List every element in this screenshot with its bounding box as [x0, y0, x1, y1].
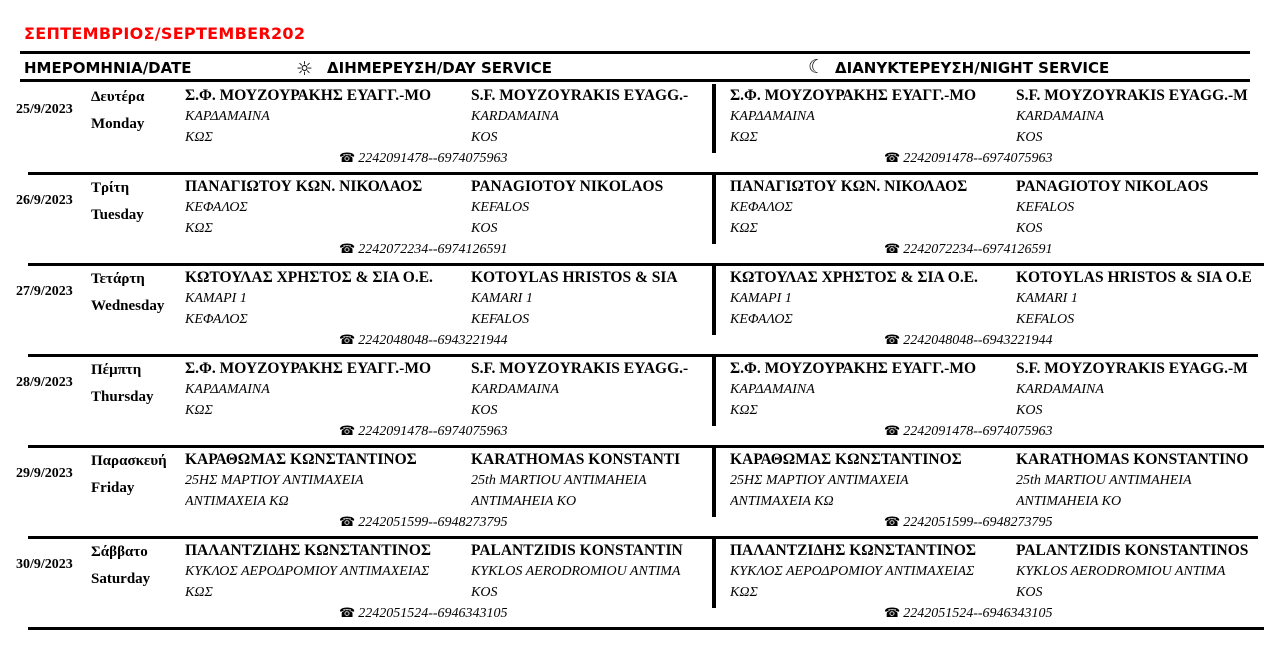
night-pharmacy-name-greek: ΚΩΤΟΥΛΑΣ ΧΡΗΣΤΟΣ & ΣΙΑ Ο.Ε.: [730, 269, 978, 286]
day-pharmacy-name-english: KOTOYLAS HRISTOS & SIA: [471, 269, 678, 286]
night-address-line1-english: KARDAMAINA: [1016, 109, 1104, 124]
night-address-line2-greek: ΑΝΤΙΜΑΧΕΙΑ ΚΩ: [730, 494, 834, 509]
night-pharmacy-name-greek: Σ.Φ. ΜΟΥΖΟΥΡΑΚΗΣ ΕΥΑΓΓ.-ΜΟ: [730, 360, 977, 377]
night-pharmacy-name-english: S.F. MOYZOYRAKIS EYAGG.-M: [1016, 87, 1248, 104]
telephone-icon: ☎: [884, 424, 901, 439]
day-address-line1-english: 25th MARTIOU ANTIMAHEIA: [471, 473, 647, 488]
night-phone-number: 2242091478--6974075963: [903, 151, 1053, 166]
night-pharmacy-name-greek: ΠΑΝΑΓΙΩΤΟΥ ΚΩΝ. ΝΙΚΟΛΑΟΣ: [730, 178, 968, 195]
night-address-line1-greek: ΚΑΜΑΡΙ 1: [730, 291, 792, 306]
telephone-icon: ☎: [339, 242, 356, 257]
day-address-line2-greek: ΚΩΣ: [185, 585, 213, 600]
service-divider: [712, 266, 716, 335]
day-address-line1-greek: ΚΕΦΑΛΟΣ: [185, 200, 248, 215]
day-address-line2-greek: ΚΩΣ: [185, 221, 213, 236]
night-pharmacy-name-english: PANAGIOTOY NIKOLAOS: [1016, 178, 1209, 195]
night-address-line1-greek: 25ΗΣ ΜΑΡΤΙΟΥ ΑΝΤΙΜΑΧΕΙΑ: [730, 473, 909, 488]
day-address-line1-english: KARDAMAINA: [471, 382, 559, 397]
service-divider: [712, 448, 716, 517]
row-date: 25/9/2023: [16, 102, 73, 117]
moon-icon: ☾: [808, 56, 826, 78]
day-address-line2-english: ANTIMAHEIA KO: [471, 494, 577, 509]
service-divider: [712, 175, 716, 244]
night-phone-line: [884, 333, 1053, 349]
night-address-line1-english: KEFALOS: [1016, 200, 1075, 215]
day-phone-line: [339, 606, 508, 622]
day-address-line1-english: KEFALOS: [471, 200, 530, 215]
day-service-header: ΔΙΗΜΕΡΕΥΣΗ/DAY SERVICE: [327, 59, 553, 77]
row-day-english: Thursday: [91, 389, 154, 405]
header-bottom-rule: [20, 79, 1250, 82]
day-phone-line: [339, 151, 508, 167]
night-address-line2-english: KOS: [1016, 130, 1043, 145]
night-address-line1-english: KAMARI 1: [1016, 291, 1078, 306]
day-pharmacy-name-english: PALANTZIDIS KONSTANTIN: [471, 542, 683, 559]
night-pharmacy-name-greek: ΠΑΛΑΝΤΖΙΔΗΣ ΚΩΝΣΤΑΝΤΙΝΟΣ: [730, 542, 977, 559]
service-divider: [712, 84, 716, 153]
night-phone-line: [884, 151, 1053, 167]
night-address-line1-greek: ΚΕΦΑΛΟΣ: [730, 200, 793, 215]
row-day-english: Saturday: [91, 571, 151, 587]
telephone-icon: ☎: [339, 424, 356, 439]
row-date: 28/9/2023: [16, 375, 73, 390]
night-address-line2-english: KEFALOS: [1016, 312, 1075, 327]
day-address-line2-greek: ΑΝΤΙΜΑΧΕΙΑ ΚΩ: [185, 494, 289, 509]
night-address-line1-english: KARDAMAINA: [1016, 382, 1104, 397]
telephone-icon: ☎: [339, 333, 356, 348]
row-day-english: Friday: [91, 480, 135, 496]
night-address-line2-greek: ΚΩΣ: [730, 221, 758, 236]
night-phone-number: 2242048048--6943221944: [903, 333, 1053, 348]
night-address-line1-greek: ΚΥΚΛΟΣ ΑΕΡΟΔΡΟΜΙΟΥ ΑΝΤΙΜΑΧΕΙΑΣ: [730, 564, 975, 579]
telephone-icon: ☎: [339, 606, 356, 621]
night-phone-number: 2242051599--6948273795: [903, 515, 1053, 530]
service-divider: [712, 539, 716, 608]
row-day-greek: Παρασκευή: [91, 453, 167, 469]
telephone-icon: ☎: [884, 333, 901, 348]
row-date: 26/9/2023: [16, 193, 73, 208]
day-address-line1-english: KARDAMAINA: [471, 109, 559, 124]
night-address-line2-english: KOS: [1016, 403, 1043, 418]
day-address-line1-greek: 25ΗΣ ΜΑΡΤΙΟΥ ΑΝΤΙΜΑΧΕΙΑ: [185, 473, 364, 488]
telephone-icon: ☎: [339, 515, 356, 530]
night-phone-number: 2242072234--6974126591: [903, 242, 1053, 257]
row-date: 27/9/2023: [16, 284, 73, 299]
row-day-greek: Τετάρτη: [91, 271, 145, 287]
telephone-icon: ☎: [884, 151, 901, 166]
night-pharmacy-name-greek: Σ.Φ. ΜΟΥΖΟΥΡΑΚΗΣ ΕΥΑΓΓ.-ΜΟ: [730, 87, 977, 104]
sun-icon: ☼: [296, 58, 314, 80]
row-day-english: Monday: [91, 116, 145, 132]
night-address-line1-greek: ΚΑΡΔΑΜΑΙΝΑ: [730, 382, 815, 397]
row-date: 30/9/2023: [16, 557, 73, 572]
night-phone-line: [884, 606, 1053, 622]
day-pharmacy-name-greek: ΚΑΡΑΘΩΜΑΣ ΚΩΝΣΤΑΝΤΙΝΟΣ: [185, 451, 417, 468]
day-address-line2-greek: ΚΕΦΑΛΟΣ: [185, 312, 248, 327]
header-top-rule: [20, 51, 1250, 54]
telephone-icon: ☎: [884, 242, 901, 257]
day-address-line2-english: KOS: [471, 403, 498, 418]
day-address-line1-english: KYKLOS AERODROMIOU ANTIMA: [471, 564, 681, 579]
row-separator: [28, 354, 1258, 357]
day-address-line1-english: KAMARI 1: [471, 291, 533, 306]
day-phone-number: 2242048048--6943221944: [358, 333, 508, 348]
night-address-line1-english: KYKLOS AERODROMIOU ANTIMA: [1016, 564, 1226, 579]
day-address-line2-english: KOS: [471, 585, 498, 600]
row-day-english: Wednesday: [91, 298, 165, 314]
row-day-greek: Πέμπτη: [91, 362, 142, 378]
night-address-line2-english: KOS: [1016, 221, 1043, 236]
day-address-line2-english: KOS: [471, 221, 498, 236]
day-pharmacy-name-greek: ΠΑΛΑΝΤΖΙΔΗΣ ΚΩΝΣΤΑΝΤΙΝΟΣ: [185, 542, 432, 559]
night-phone-line: [884, 424, 1053, 440]
row-day-english: Tuesday: [91, 207, 144, 223]
day-pharmacy-name-english: PANAGIOTOY NIKOLAOS: [471, 178, 664, 195]
night-address-line2-english: ANTIMAHEIA KO: [1016, 494, 1122, 509]
row-separator: [28, 627, 1264, 630]
telephone-icon: ☎: [339, 151, 356, 166]
night-pharmacy-name-english: S.F. MOYZOYRAKIS EYAGG.-M: [1016, 360, 1248, 377]
night-address-line2-greek: ΚΩΣ: [730, 585, 758, 600]
day-address-line1-greek: ΚΑΡΔΑΜΑΙΝΑ: [185, 109, 270, 124]
night-pharmacy-name-english: PALANTZIDIS KONSTANTINOS: [1016, 542, 1249, 559]
row-date: 29/9/2023: [16, 466, 73, 481]
day-pharmacy-name-english: S.F. MOYZOYRAKIS EYAGG.-: [471, 87, 689, 104]
day-phone-number: 2242091478--6974075963: [358, 151, 508, 166]
night-pharmacy-name-greek: ΚΑΡΑΘΩΜΑΣ ΚΩΝΣΤΑΝΤΙΝΟΣ: [730, 451, 962, 468]
day-address-line2-greek: ΚΩΣ: [185, 130, 213, 145]
service-divider: [712, 357, 716, 426]
telephone-icon: ☎: [884, 515, 901, 530]
night-phone-line: [884, 242, 1053, 258]
day-phone-number: 2242051524--6946343105: [358, 606, 508, 621]
date-column-header: ΗΜΕΡΟΜΗΝΙΑ/DATE: [24, 59, 192, 77]
night-phone-number: 2242091478--6974075963: [903, 424, 1053, 439]
night-address-line2-greek: ΚΕΦΑΛΟΣ: [730, 312, 793, 327]
row-separator: [28, 536, 1258, 539]
day-phone-number: 2242091478--6974075963: [358, 424, 508, 439]
night-phone-line: [884, 515, 1053, 531]
night-pharmacy-name-english: KOTOYLAS HRISTOS & SIA O.E: [1016, 269, 1252, 286]
day-phone-line: [339, 424, 508, 440]
night-address-line2-greek: ΚΩΣ: [730, 403, 758, 418]
page-title: ΣΕΠΤΕΜΒΡΙΟΣ/SEPTEMBER202: [24, 24, 306, 43]
day-address-line1-greek: ΚΑΡΔΑΜΑΙΝΑ: [185, 382, 270, 397]
day-pharmacy-name-greek: ΠΑΝΑΓΙΩΤΟΥ ΚΩΝ. ΝΙΚΟΛΑΟΣ: [185, 178, 423, 195]
row-separator: [28, 445, 1264, 448]
row-day-greek: Σάββατο: [91, 544, 148, 560]
telephone-icon: ☎: [884, 606, 901, 621]
day-phone-line: [339, 242, 508, 258]
day-pharmacy-name-greek: Σ.Φ. ΜΟΥΖΟΥΡΑΚΗΣ ΕΥΑΓΓ.-ΜΟ: [185, 87, 432, 104]
row-separator: [28, 263, 1264, 266]
row-day-greek: Τρίτη: [91, 180, 130, 196]
night-service-header: ΔΙΑΝΥΚΤΕΡΕΥΣΗ/NIGHT SERVICE: [835, 59, 1110, 77]
night-address-line1-english: 25th MARTIOU ANTIMAHEIA: [1016, 473, 1192, 488]
day-address-line2-english: KEFALOS: [471, 312, 530, 327]
day-address-line2-greek: ΚΩΣ: [185, 403, 213, 418]
night-address-line1-greek: ΚΑΡΔΑΜΑΙΝΑ: [730, 109, 815, 124]
row-day-greek: Δευτέρα: [91, 89, 145, 105]
day-phone-number: 2242051599--6948273795: [358, 515, 508, 530]
day-address-line2-english: KOS: [471, 130, 498, 145]
row-separator: [28, 172, 1258, 175]
day-phone-line: [339, 333, 508, 349]
night-address-line2-english: KOS: [1016, 585, 1043, 600]
day-address-line1-greek: ΚΑΜΑΡΙ 1: [185, 291, 247, 306]
day-phone-line: [339, 515, 508, 531]
day-pharmacy-name-english: S.F. MOYZOYRAKIS EYAGG.-: [471, 360, 689, 377]
day-pharmacy-name-greek: ΚΩΤΟΥΛΑΣ ΧΡΗΣΤΟΣ & ΣΙΑ Ο.Ε.: [185, 269, 433, 286]
night-address-line2-greek: ΚΩΣ: [730, 130, 758, 145]
day-phone-number: 2242072234--6974126591: [358, 242, 508, 257]
night-pharmacy-name-english: KARATHOMAS KONSTANTINO: [1016, 451, 1249, 468]
night-phone-number: 2242051524--6946343105: [903, 606, 1053, 621]
day-pharmacy-name-english: KARATHOMAS KONSTANTI: [471, 451, 681, 468]
day-address-line1-greek: ΚΥΚΛΟΣ ΑΕΡΟΔΡΟΜΙΟΥ ΑΝΤΙΜΑΧΕΙΑΣ: [185, 564, 430, 579]
day-pharmacy-name-greek: Σ.Φ. ΜΟΥΖΟΥΡΑΚΗΣ ΕΥΑΓΓ.-ΜΟ: [185, 360, 432, 377]
